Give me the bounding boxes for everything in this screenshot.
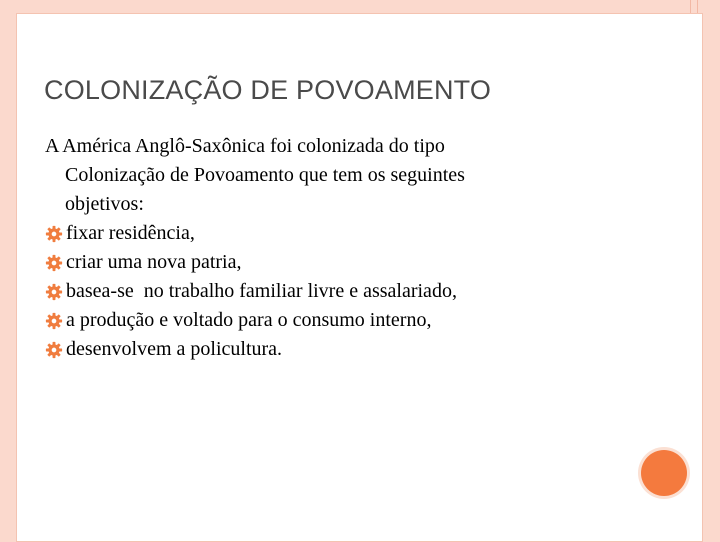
decorative-circle: [641, 450, 687, 496]
bullet-text: criar uma nova patria,: [66, 251, 242, 273]
gear-icon: [45, 254, 63, 272]
intro-paragraph: [45, 132, 605, 219]
list-item: [45, 335, 605, 364]
gear-icon: [45, 283, 63, 301]
bullet-list: [45, 219, 605, 364]
slide-content: [45, 132, 605, 364]
list-item: [45, 277, 605, 306]
bullet-text: basea-se no trabalho familiar livre e assalariado,: [66, 280, 457, 302]
gear-icon: [45, 225, 63, 243]
intro-line: Colonização de Povoamento que tem os seguintes: [65, 164, 465, 186]
intro-line: A América Anglô-Saxônica foi colonizada do tipo: [45, 135, 445, 157]
slide-title: COLONIZAÇÃO DE POVOAMENTO: [44, 75, 492, 105]
bullet-text: desenvolvem a policultura.: [66, 338, 283, 360]
gear-icon: [45, 312, 63, 330]
list-item: [45, 219, 605, 248]
gear-icon: [45, 341, 63, 359]
list-item: [45, 306, 605, 335]
bullet-text: a produção e voltado para o consumo interno,: [66, 309, 432, 331]
bullet-text: fixar residência,: [66, 222, 195, 244]
intro-line: objetivos:: [65, 193, 144, 215]
list-item: [45, 248, 605, 277]
